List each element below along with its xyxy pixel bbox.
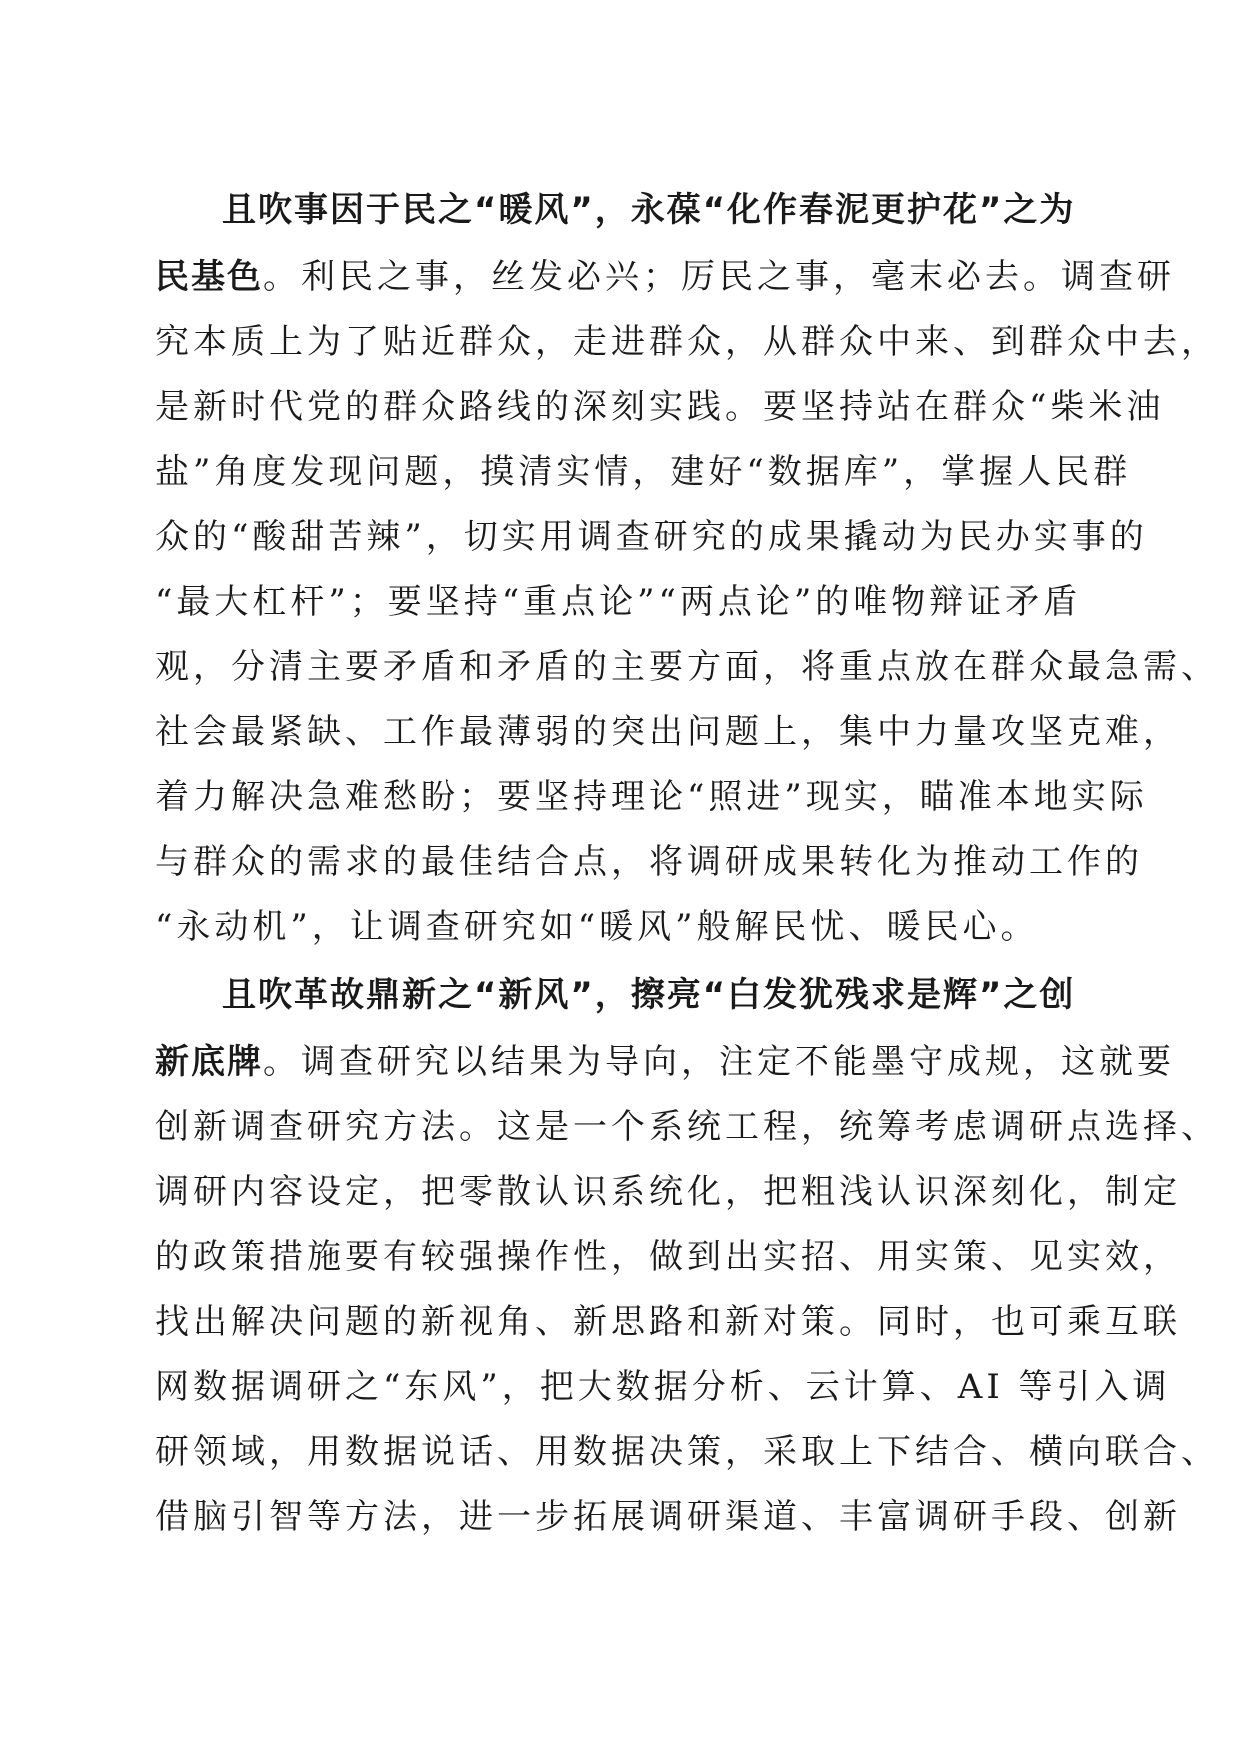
paragraph2-heading-line2: 新底牌 xyxy=(155,1042,263,1082)
paragraph2-line6: 找出解决问题的新视角、新思路和新对策。同时，也可乘互联 xyxy=(155,1302,1181,1342)
paragraph2-line8: 研领域，用数据说话、用数据决策，采取上下结合、横向联合、 xyxy=(155,1432,1219,1472)
paragraph1-heading-line2: 民基色 xyxy=(155,257,263,297)
paragraph1-line12: “永动机”，让调查研究如“暖风”般解民忧、暖民心。 xyxy=(155,907,1039,947)
paragraph1-line8: 观，分清主要矛盾和矛盾的主要方面，将重点放在群众最急需、 xyxy=(155,647,1219,687)
paragraph1-line3: 究本质上为了贴近群众，走进群众，从群众中来、到群众中去， xyxy=(155,322,1219,362)
paragraph2-line7: 网数据调研之“东风”，把大数据分析、云计算、AI 等引入调 xyxy=(155,1367,1171,1407)
paragraph1-line10: 着力解决急难愁盼；要坚持理论“照进”现实，瞄准本地实际 xyxy=(155,777,1148,817)
paragraph1-line5: 盐”角度发现问题，摸清实情，建好“数据库”，掌握人民群 xyxy=(155,452,1132,492)
paragraph1-heading-line1: 且吹事因于民之“暖风”，永葆“化作春泥更护花”之为 xyxy=(222,190,1076,230)
paragraph2-line3: 创新调查研究方法。这是一个系统工程，统筹考虑调研点选择、 xyxy=(155,1107,1219,1147)
paragraph2-heading-line1: 且吹革故鼎新之“新风”，擦亮“白发犹残求是辉”之创 xyxy=(222,975,1076,1015)
paragraph1-line4: 是新时代党的群众路线的深刻实践。要坚持站在群众“柴米油 xyxy=(155,387,1165,427)
paragraph1-line7: “最大杠杆”；要坚持“重点论”“两点论”的唯物辩证矛盾 xyxy=(155,582,1082,622)
paragraph1-line11: 与群众的需求的最佳结合点，将调研成果转化为推动工作的 xyxy=(155,842,1143,882)
paragraph2-line9: 借脑引智等方法，进一步拓展调研渠道、丰富调研手段、创新 xyxy=(155,1497,1181,1537)
paragraph1-line6: 众的“酸甜苦辣”，切实用调查研究的成果撬动为民办实事的 xyxy=(155,517,1148,557)
paragraph2-line4: 调研内容设定，把零散认识系统化，把粗浅认识深刻化，制定 xyxy=(155,1172,1181,1212)
paragraph2-line2-rest: 。调查研究以结果为导向，注定不能墨守成规，这就要 xyxy=(263,1042,1175,1082)
paragraph1-line2 xyxy=(155,244,1175,310)
paragraph2-line2 xyxy=(155,1029,1175,1095)
paragraph1-line2-rest: 。利民之事，丝发必兴；厉民之事，毫末必去。调查研 xyxy=(263,257,1175,297)
paragraph1-line9: 社会最紧缺、工作最薄弱的突出问题上，集中力量攻坚克难， xyxy=(155,712,1181,752)
paragraph2-line5: 的政策措施要有较强操作性，做到出实招、用实策、见实效， xyxy=(155,1237,1181,1277)
